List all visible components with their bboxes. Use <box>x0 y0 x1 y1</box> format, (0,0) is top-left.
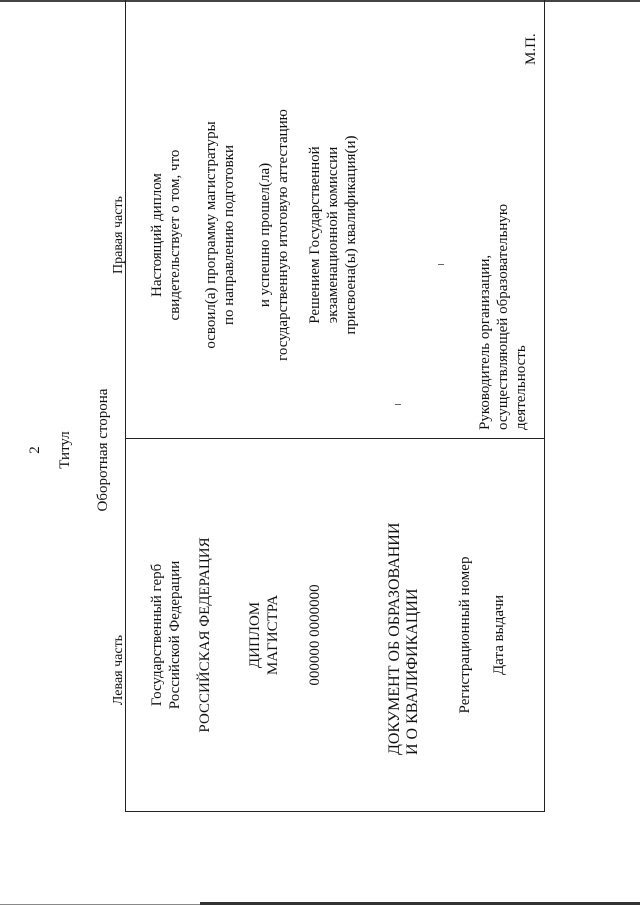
left-part-heading: Левая часть <box>111 634 126 706</box>
certifies-line-1: Настоящий диплом <box>149 173 165 297</box>
decision-line-3: присвоена(ы) квалификация(и) <box>343 135 359 335</box>
passed-line-2: государственную итоговую аттестацию <box>275 109 291 361</box>
head-line-3: деятельность <box>513 345 529 430</box>
decision-line-1: Решением Государственной <box>307 146 323 324</box>
page-title: Титул <box>57 431 73 469</box>
seal-placeholder: М.П. <box>523 33 539 65</box>
page-subtitle: Оборотная сторона <box>95 388 111 512</box>
diploma-line-2: МАГИСТРА <box>265 594 281 676</box>
frame-divider <box>125 438 545 439</box>
head-line-2: осуществляющей образовательную <box>495 203 511 430</box>
certifies-line-2: свидетельствует о том, что <box>167 149 183 321</box>
coat-of-arms-line-2: Российской Федерации <box>167 560 183 710</box>
registration-number-label: Регистрационный номер <box>457 556 473 714</box>
page-number: 2 <box>27 446 43 454</box>
country-name: РОССИЙСКАЯ ФЕДЕРАЦИЯ <box>197 537 213 733</box>
head-line-1: Руководитель организации, <box>477 254 493 430</box>
diploma-line-1: ДИПЛОМ <box>247 601 263 669</box>
issue-date-label: Дата выдачи <box>491 594 507 676</box>
mastered-line-1: освоил(а) программу магистратуры <box>203 121 219 349</box>
diploma-serial: 000000 0000000 <box>307 584 323 686</box>
document-type-line-2: И О КВАЛИФИКАЦИИ <box>404 588 421 755</box>
document-type-line-1: ДОКУМЕНТ ОБ ОБРАЗОВАНИИ <box>386 522 403 755</box>
right-part-heading: Правая часть <box>111 196 126 274</box>
coat-of-arms-line-1: Государственный герб <box>149 563 165 707</box>
mastered-line-2: по направлению подготовки <box>221 144 237 326</box>
decision-line-2: экзаменационной комиссии <box>325 146 341 324</box>
scan-mark <box>438 264 444 265</box>
scan-mark <box>395 404 401 405</box>
passed-line-1: и успешно прошел(ла) <box>257 162 273 308</box>
